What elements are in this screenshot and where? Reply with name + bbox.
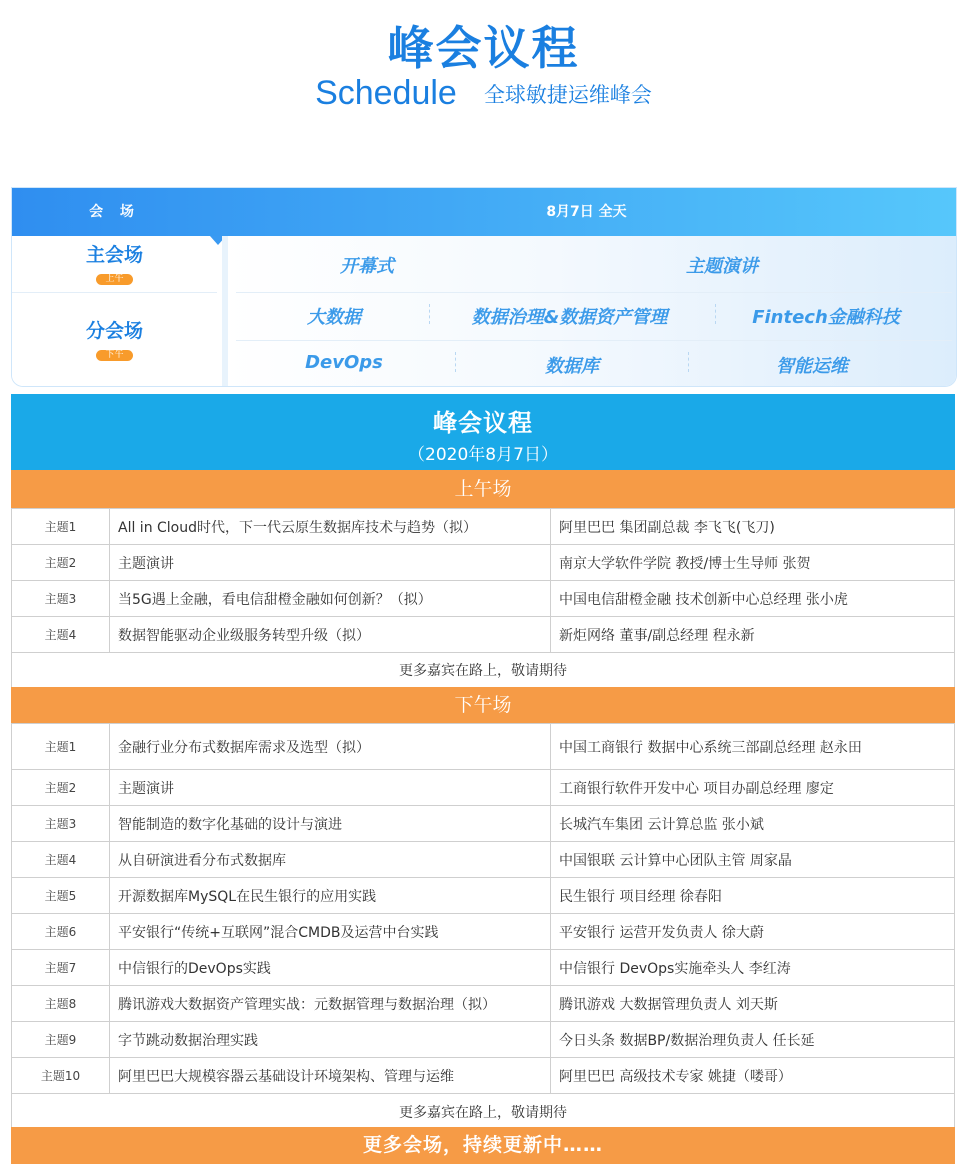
- table-row: [12, 770, 955, 806]
- table-row: [12, 1094, 955, 1130]
- topic-number: 主题2: [12, 545, 110, 581]
- speaker: 阿里巴巴 高级技术专家 姚捷（喽哥）: [551, 1058, 955, 1094]
- venue-overview-card: [11, 187, 957, 387]
- sub-venue-time-badge: 下午: [96, 350, 132, 361]
- page-title: 峰会议程: [387, 21, 580, 75]
- track-aiops[interactable]: 智能运维: [776, 356, 848, 377]
- topic-title: 平安银行“传统+互联网”混合CMDB及运营中台实践: [110, 914, 551, 950]
- venue-divider: [12, 292, 217, 293]
- topic-number: 主题7: [12, 950, 110, 986]
- topic-number: 主题9: [12, 1022, 110, 1058]
- track-big-data[interactable]: 大数据: [307, 307, 361, 328]
- table-row: [12, 581, 955, 617]
- topic-title: 字节跳动数据治理实践: [110, 1022, 551, 1058]
- topic-title: 主题演讲: [110, 770, 551, 806]
- speaker: 中国工商银行 数据中心系统三部副总经理 赵永田: [551, 724, 955, 770]
- track-row-divider: [236, 292, 952, 293]
- table-row: [12, 878, 955, 914]
- topic-title: 智能制造的数字化基础的设计与演进: [110, 806, 551, 842]
- speaker: 长城汽车集团 云计算总监 张小斌: [551, 806, 955, 842]
- topic-title: 数据智能驱动企业级服务转型升级（拟）: [110, 617, 551, 653]
- sub-venue-name: 分会场: [85, 320, 143, 342]
- topic-title: 金融行业分布式数据库需求及选型（拟）: [110, 724, 551, 770]
- topic-number: 主题3: [12, 806, 110, 842]
- more-venues-banner: 更多会场，持续更新中……: [11, 1127, 955, 1164]
- subtitle-chinese: 全球敏捷运维峰会: [483, 82, 652, 107]
- topic-number: 主题4: [12, 617, 110, 653]
- speaker: 平安银行 运营开发负责人 徐大蔚: [551, 914, 955, 950]
- table-row: [12, 914, 955, 950]
- table-row: [12, 724, 955, 770]
- day-column-label: 8月7日 全天: [546, 204, 627, 220]
- schedule-date: （2020年8月7日）: [408, 445, 558, 465]
- topic-title: 中信银行的DevOps实践: [110, 950, 551, 986]
- main-venue: [12, 244, 217, 285]
- track-divider: [455, 352, 456, 372]
- track-divider: [715, 304, 716, 324]
- track-data-governance[interactable]: 数据治理&数据资产管理: [471, 307, 668, 328]
- speaker: 新炬网络 董事/副总经理 程永新: [551, 617, 955, 653]
- main-venue-name: 主会场: [85, 244, 143, 266]
- table-row: [12, 617, 955, 653]
- track-divider: [429, 304, 430, 324]
- afternoon-schedule-table: [11, 723, 955, 1130]
- table-row: [12, 545, 955, 581]
- topic-number: 主题5: [12, 878, 110, 914]
- topic-number: 主题1: [12, 509, 110, 545]
- track-divider: [688, 352, 689, 372]
- table-row: [12, 950, 955, 986]
- sub-venue: [12, 320, 217, 361]
- speaker: 民生银行 项目经理 徐春阳: [551, 878, 955, 914]
- speaker: 阿里巴巴 集团副总裁 李飞飞(飞刀): [551, 509, 955, 545]
- main-venue-time-badge: 上午: [96, 274, 132, 285]
- topic-title: 开源数据库MySQL在民生银行的应用实践: [110, 878, 551, 914]
- afternoon-session-header: 下午场: [11, 687, 955, 723]
- track-devops[interactable]: DevOps: [305, 352, 383, 373]
- overview-header: [12, 188, 956, 236]
- topic-number: 主题2: [12, 770, 110, 806]
- topic-number: 主题10: [12, 1058, 110, 1094]
- topic-title: All in Cloud时代，下一代云原生数据库技术与趋势（拟）: [110, 509, 551, 545]
- schedule-banner: [11, 394, 955, 470]
- venue-column-label: 会 场: [89, 204, 140, 220]
- topic-title: 阿里巴巴大规模容器云基础设计环境架构、管理与运维: [110, 1058, 551, 1094]
- topic-number: 主题8: [12, 986, 110, 1022]
- speaker: 中国电信甜橙金融 技术创新中心总经理 张小虎: [551, 581, 955, 617]
- table-row: [12, 986, 955, 1022]
- track-keynote[interactable]: 主题演讲: [686, 256, 758, 277]
- speaker: 中国银联 云计算中心团队主管 周家晶: [551, 842, 955, 878]
- table-row: [12, 842, 955, 878]
- track-opening[interactable]: 开幕式: [340, 256, 394, 277]
- topic-number: 主题3: [12, 581, 110, 617]
- topic-title: 腾讯游戏大数据资产管理实战：元数据管理与数据治理（拟）: [110, 986, 551, 1022]
- morning-session-header: 上午场: [11, 470, 955, 508]
- speaker: 南京大学软件学院 教授/博士生导师 张贺: [551, 545, 955, 581]
- speaker: 腾讯游戏 大数据管理负责人 刘天斯: [551, 986, 955, 1022]
- track-row-divider: [236, 340, 952, 341]
- page-subtitle: [0, 74, 967, 113]
- subtitle-english: Schedule: [315, 74, 457, 112]
- speaker: 工商银行软件开发中心 项目办副总经理 廖定: [551, 770, 955, 806]
- topic-number: 主题4: [12, 842, 110, 878]
- topic-number: 主题6: [12, 914, 110, 950]
- more-guests-note: 更多嘉宾在路上，敬请期待: [12, 1094, 955, 1130]
- schedule-title: 峰会议程: [433, 409, 533, 437]
- track-database[interactable]: 数据库: [545, 356, 599, 377]
- venue-column: [12, 236, 217, 386]
- table-row: [12, 806, 955, 842]
- tracks-area: [222, 236, 956, 386]
- speaker: 今日头条 数据BP/数据治理负责人 任长延: [551, 1022, 955, 1058]
- more-guests-note: 更多嘉宾在路上，敬请期待: [12, 653, 955, 688]
- track-fintech[interactable]: Fintech金融科技: [752, 307, 900, 328]
- topic-title: 从自研演进看分布式数据库: [110, 842, 551, 878]
- topic-title: 主题演讲: [110, 545, 551, 581]
- table-row: [12, 1022, 955, 1058]
- table-row: [12, 653, 955, 688]
- table-row: [12, 1058, 955, 1094]
- topic-number: 主题1: [12, 724, 110, 770]
- topic-title: 当5G遇上金融，看电信甜橙金融如何创新？（拟）: [110, 581, 551, 617]
- speaker: 中信银行 DevOps实施牵头人 李红涛: [551, 950, 955, 986]
- morning-schedule-table: [11, 508, 955, 688]
- table-row: [12, 509, 955, 545]
